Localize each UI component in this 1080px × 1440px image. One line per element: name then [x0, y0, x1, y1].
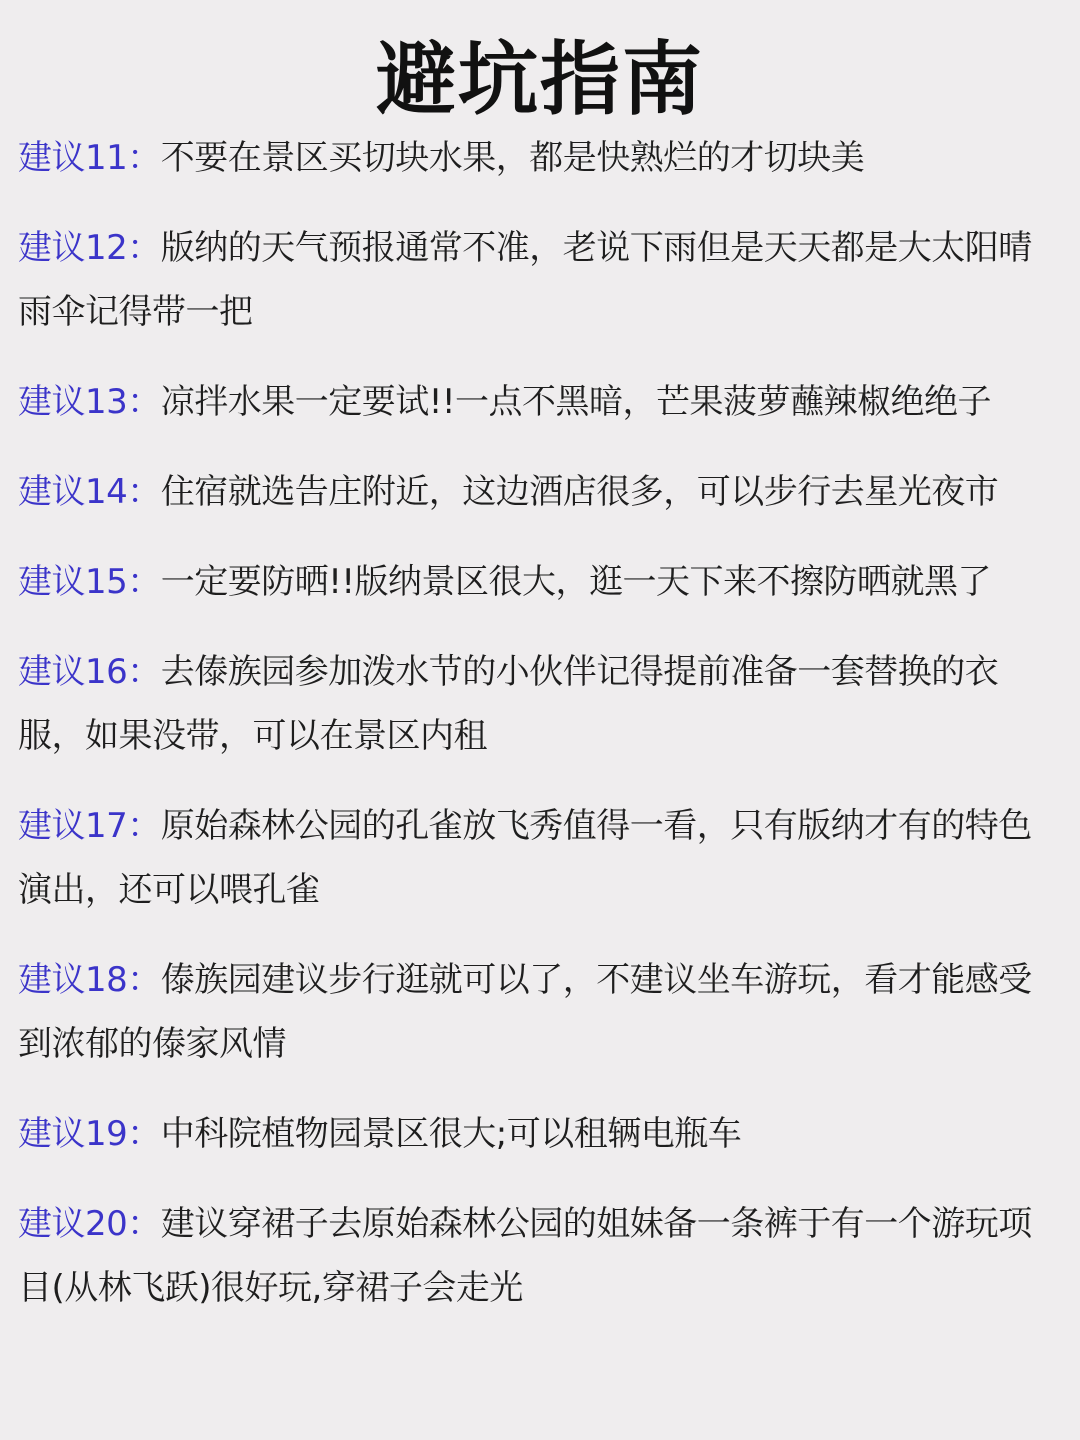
tip-item [18, 550, 1062, 614]
page-title: 避坑指南 [376, 33, 704, 126]
tip-text: 不要在景区买切块水果，都是快熟烂的才切块美 [160, 138, 865, 178]
tip-text: 凉拌水果一定要试!!一点不黑暗，芒果菠萝蘸辣椒绝绝子 [160, 382, 992, 422]
tip-text: 一定要防晒!!版纳景区很大，逛一天下来不擦防晒就黑了 [160, 562, 992, 602]
tip-text: 中科院植物园景区很大;可以租辆电瓶车 [160, 1114, 742, 1154]
tip-item [18, 1192, 1062, 1320]
tip-label: 建议16： [18, 652, 161, 692]
tip-label: 建议19： [18, 1114, 161, 1154]
tip-item [18, 126, 1062, 190]
tip-text: 原始森林公园的孔雀放飞秀值得一看，只有版纳才有的特色演出，还可以喂孔雀 [18, 806, 1032, 910]
tip-text: 傣族园建议步行逛就可以了，不建议坐车游玩，看才能感受到浓郁的傣家风情 [18, 960, 1032, 1064]
tip-label: 建议11： [18, 138, 161, 178]
tip-item [18, 370, 1062, 434]
tips-list [18, 126, 1062, 1320]
tip-label: 建议14： [18, 472, 161, 512]
tip-item [18, 794, 1062, 922]
tip-item [18, 640, 1062, 768]
tip-text: 去傣族园参加泼水节的小伙伴记得提前准备一套替换的衣服，如果没带，可以在景区内租 [18, 652, 999, 756]
tip-label: 建议20： [18, 1204, 161, 1244]
tip-label: 建议15： [18, 562, 161, 602]
tip-label: 建议13： [18, 382, 161, 422]
tip-text: 版纳的天气预报通常不准，老说下雨但是天天都是大太阳晴雨伞记得带一把 [18, 228, 1032, 332]
tip-label: 建议12： [18, 228, 161, 268]
tip-label: 建议18： [18, 960, 161, 1000]
tip-item [18, 216, 1062, 344]
tip-text: 住宿就选告庄附近，这边酒店很多，可以步行去星光夜市 [160, 472, 999, 512]
tip-item [18, 1102, 1062, 1166]
tip-text: 建议穿裙子去原始森林公园的姐妹备一条裤于有一个游玩项目(从林飞跃)很好玩,穿裙子会走光 [18, 1204, 1032, 1308]
tip-item [18, 460, 1062, 524]
tip-label: 建议17： [18, 806, 161, 846]
tip-item [18, 948, 1062, 1076]
